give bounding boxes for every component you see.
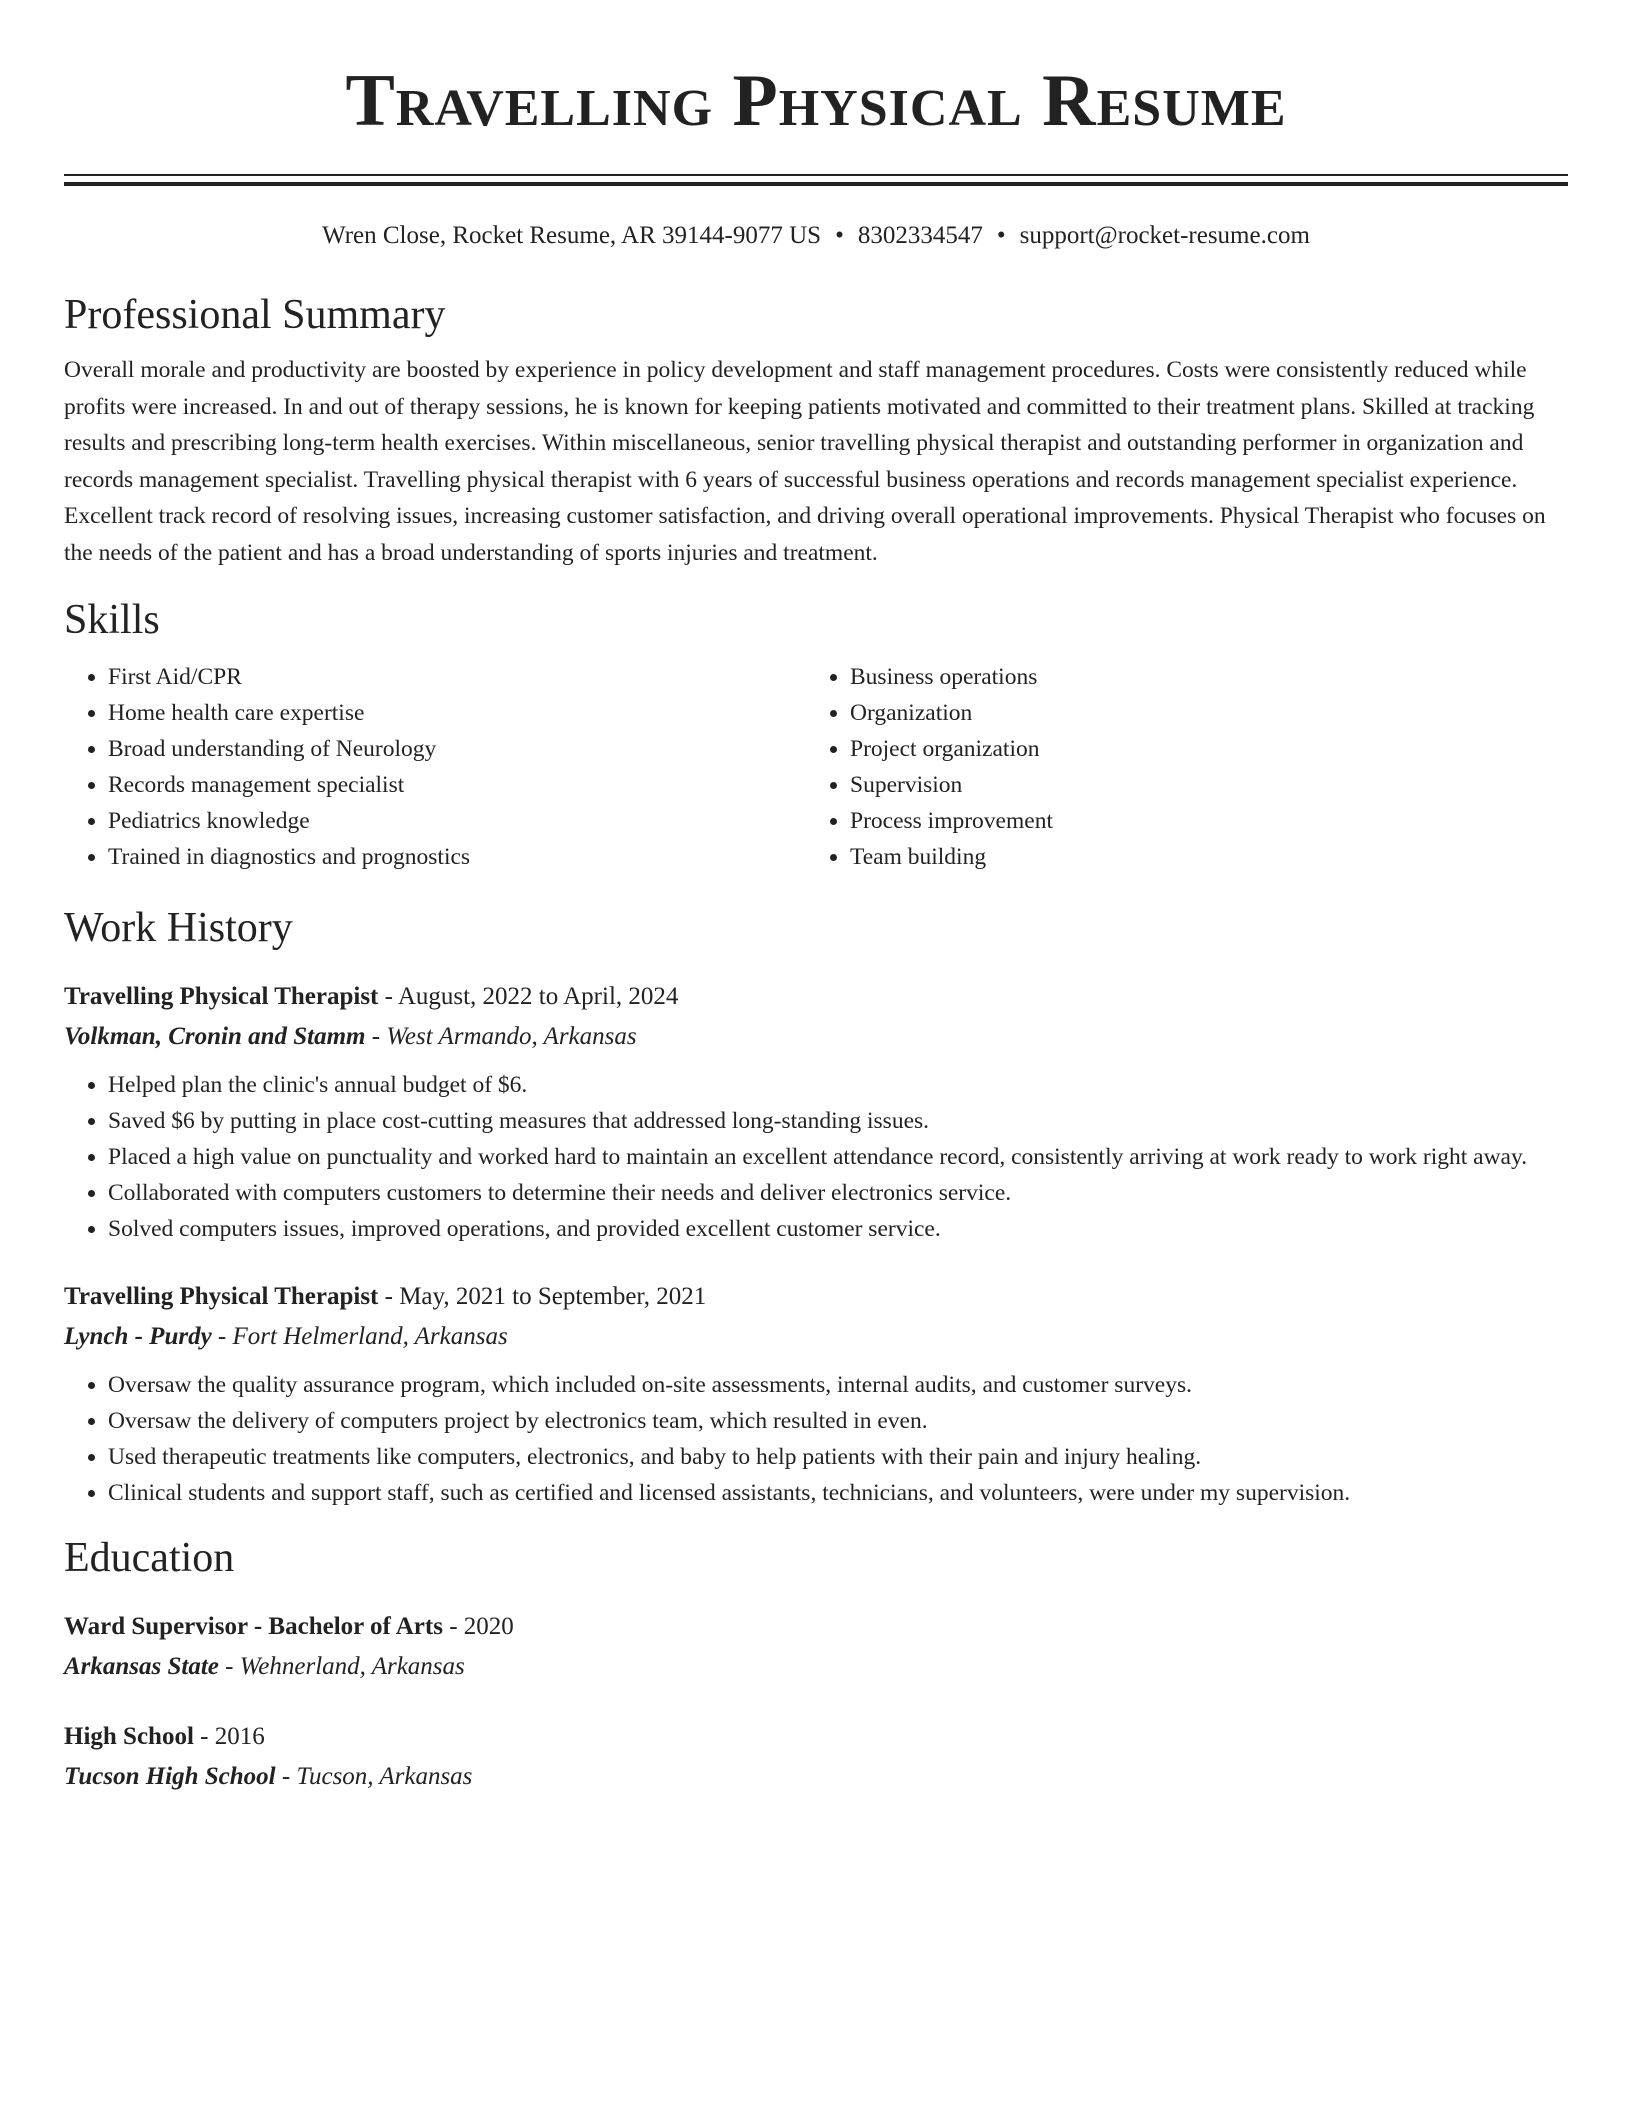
skills-list: [64, 659, 1568, 875]
education-school: Arkansas State: [64, 1653, 219, 1680]
skill-item: • Pediatrics knowledge: [108, 803, 806, 839]
skill-item: • Team building: [850, 839, 1548, 875]
job-company-line: [64, 1317, 1568, 1357]
divider-thick-line: [64, 182, 1568, 186]
job-dates: - May, 2021 to September, 2021: [378, 1283, 707, 1310]
education-degree-line: [64, 1607, 1568, 1647]
skill-item: • Organization: [850, 695, 1548, 731]
skills-column-right: [806, 659, 1548, 875]
job-bullets: [64, 1367, 1568, 1511]
skill-item: • Records management specialist: [108, 767, 806, 803]
work-history-heading: Work History: [64, 905, 293, 951]
job-bullet: • Solved computers issues, improved operations, and provided excellent customer service.: [108, 1211, 1568, 1247]
contact-address: Wren Close, Rocket Resume, AR 39144-9077 US: [322, 222, 822, 249]
contact-separator: •: [835, 222, 844, 249]
education-heading: Education: [64, 1535, 235, 1581]
education-entry: [64, 1607, 1568, 1687]
job-company-line: [64, 1017, 1568, 1057]
education-location: - Wehnerland, Arkansas: [218, 1653, 465, 1680]
divider-thin-line: [64, 174, 1568, 176]
contact-email: support@rocket-resume.com: [1019, 222, 1310, 249]
resume-title: Travelling Physical Resume: [345, 60, 1287, 142]
job-bullet: • Oversaw the quality assurance program, which included on-site assessments, internal audits, and customer surveys.: [108, 1367, 1568, 1403]
skill-item: • Home health care expertise: [108, 695, 806, 731]
summary-heading: Professional Summary: [64, 292, 446, 338]
job-bullet: • Used therapeutic treatments like computers, electronics, and baby to help patients with their pain and injury healing.: [108, 1439, 1568, 1475]
education-school: Tucson High School: [64, 1763, 276, 1790]
skill-item: • Business operations: [850, 659, 1548, 695]
skill-item: • Broad understanding of Neurology: [108, 731, 806, 767]
skill-item: • Project organization: [850, 731, 1548, 767]
summary-text: Overall morale and productivity are boosted by experience in policy development and staff management procedures. Costs were consistently reduced while profits were increased. In and out of therapy sessions, he is known for keeping patients motivated and committed to their treatment plans. Skilled at tracking results and prescribing long-term health exercises. Within miscellaneous, senior travelling physical therapist and outstanding performer in organization and records management specialist. Travelling physical therapist with 6 years of successful business operations and records management specialist experience. Excellent track record of resolving issues, increasing customer satisfaction, and driving overall operational improvements. Physical Therapist who focuses on the needs of the patient and has a broad understanding of sports injuries and treatment.: [64, 357, 1546, 566]
job-company: Lynch - Purdy: [64, 1323, 212, 1350]
contact-phone: 8302334547: [857, 222, 983, 249]
job-entry: [64, 977, 1568, 1247]
job-company: Volkman, Cronin and Stamm: [64, 1023, 366, 1050]
contact-line: [64, 220, 1568, 252]
skill-item: • First Aid/CPR: [108, 659, 806, 695]
job-title: Travelling Physical Therapist: [64, 1283, 379, 1310]
job-bullet: • Helped plan the clinic's annual budget of $6.: [108, 1067, 1568, 1103]
job-location: - West Armando, Arkansas: [365, 1023, 637, 1050]
job-title-line: [64, 977, 1568, 1017]
skill-item: • Trained in diagnostics and prognostics: [108, 839, 806, 875]
education-year: - 2016: [193, 1723, 265, 1750]
job-title: Travelling Physical Therapist: [64, 983, 379, 1010]
education-degree: Ward Supervisor - Bachelor of Arts: [64, 1613, 443, 1640]
skill-item: • Process improvement: [850, 803, 1548, 839]
job-bullet: • Placed a high value on punctuality and worked hard to maintain an excellent attendance record, consistently arriving at work ready to work right away.: [108, 1139, 1568, 1175]
job-bullet: • Collaborated with computers customers to determine their needs and deliver electronics service.: [108, 1175, 1568, 1211]
title-divider: [64, 174, 1568, 186]
job-bullet: • Oversaw the delivery of computers project by electronics team, which resulted in even.: [108, 1403, 1568, 1439]
job-dates: - August, 2022 to April, 2024: [378, 983, 679, 1010]
skill-item: • Supervision: [850, 767, 1548, 803]
skills-heading: Skills: [64, 597, 160, 643]
education-school-line: [64, 1757, 1568, 1797]
job-entry: [64, 1277, 1568, 1511]
job-bullets: [64, 1067, 1568, 1247]
job-bullet: • Saved $6 by putting in place cost-cutting measures that addressed long-standing issues.: [108, 1103, 1568, 1139]
education-degree-line: [64, 1717, 1568, 1757]
education-year: - 2020: [442, 1613, 514, 1640]
contact-separator: •: [996, 222, 1006, 249]
job-location: - Fort Helmerland, Arkansas: [211, 1323, 508, 1350]
education-entry: [64, 1717, 1568, 1797]
education-location: - Tucson, Arkansas: [275, 1763, 473, 1790]
skills-column-left: [64, 659, 806, 875]
education-degree: High School: [64, 1723, 194, 1750]
job-title-line: [64, 1277, 1568, 1317]
job-bullet: • Clinical students and support staff, such as certified and licensed assistants, technicians, and volunteers, were under my supervision.: [108, 1475, 1568, 1511]
education-school-line: [64, 1647, 1568, 1687]
